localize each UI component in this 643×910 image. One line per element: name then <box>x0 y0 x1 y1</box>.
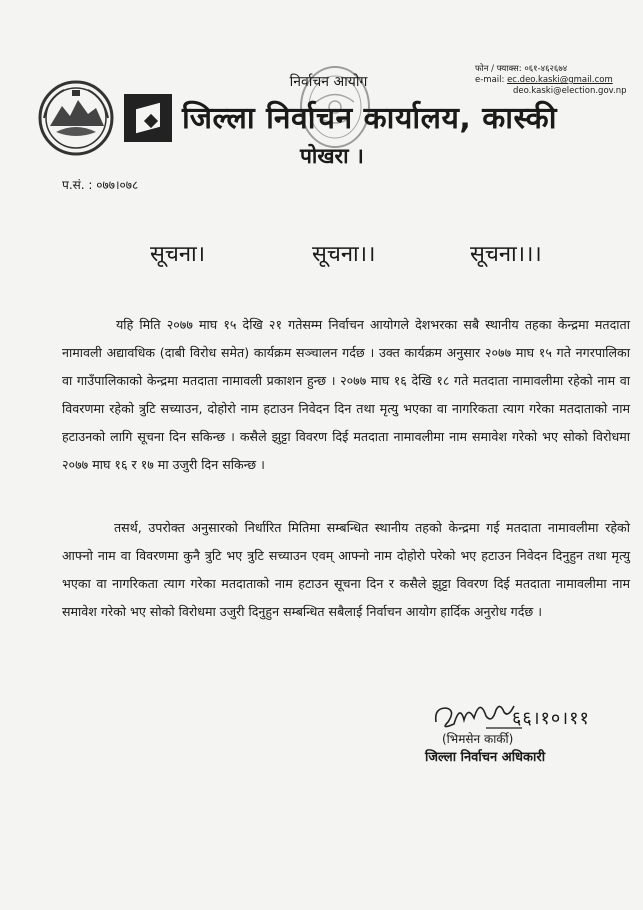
notice-heading-2: सूचना।। <box>312 242 376 267</box>
phone-fax: फोन / फ्याक्स: ०६१-४६२६७४ <box>475 64 568 74</box>
commission-name: निर्वाचन आयोग <box>289 74 368 90</box>
email-link-gmail[interactable]: ec.deo.kaski@gmail.com <box>507 75 613 85</box>
email-link-gov[interactable]: deo.kaski@election.gov.np <box>513 86 627 96</box>
notice-heading-3: सूचना।।। <box>470 242 542 267</box>
signature-date: ६६।१०।११ <box>512 708 590 729</box>
reference-number: प.सं. : ०७७।०७८ <box>62 178 139 192</box>
body-paragraph-2: तसर्थ, उपरोक्त अनुसारको निर्धारित मितिमा सम्बन्धित स्थानीय तहको केन्द्रमा गई मतदाता नामावलीमा रहेको आफ्नो नाम वा विवरणमा कुनै त्रुटि भए त्रुटि सच्याउन एवम् आफ्नो नाम दोहोरो परेको भए हटाउन निवेदन दिनुहुन तथा मृत्यु भएका वा नागरिकता त्याग गरेका मतदाताको नाम हटाउन सूचना दिन र कसैले झुट्टा विवरण दिई मतदाता नामावलीमा नाम समावेश गरेको भए सोको विरोधमा उजुरी दिनुहुन सम्बन्धित सबैलाई निर्वाचन आयोग हार्दिक अनुरोध गर्दछ । <box>62 520 630 619</box>
body-paragraph-1: यहि मिति २०७७ माघ १५ देखि २१ गतेसम्म निर्वाचन आयोगले देशभरका सबै स्थानीय तहका केन्द्रमा मतदाता नामावली अद्यावधिक (दाबी विरोध समेत) कार्यक्रम सञ्चालन गर्दछ । उक्त कार्यक्रम अनुसार २०७७ माघ १५ गते नगरपालिका वा गाउँपालिकाको केन्द्रमा मतदाता नामावली प्रकाशन हुन्छ । २०७७ माघ १६ देखि १८ गते मतदाता नामावलीमा रहेको नाम वा विवरणमा रहेको त्रुटि सच्याउन, दोहोरो नाम हटाउन निवेदन दिन तथा मृत्यु भएका वा नागरिकता त्याग गरेका मतदाताको नाम हटाउनको लागि सूचना दिन सकिन्छ । कसैले झुट्टा विवरण दिई मतदाता नामावलीमा नाम समावेश गरेको भए सोको विरोधमा २०७७ माघ १६ र १७ मा उजुरी दिन सकिन्छ । <box>62 317 630 472</box>
office-name: जिल्ला निर्वाचन कार्यालय, कास्की <box>182 101 557 136</box>
signer-title: जिल्ला निर्वाचन अधिकारी <box>425 750 546 765</box>
contact-info <box>475 64 625 97</box>
election-commission-logo-icon <box>124 94 172 142</box>
office-city: पोखरा । <box>300 144 364 168</box>
signer-name: (भिमसेन कार्की) <box>442 732 514 746</box>
notice-heading-1: सूचना। <box>150 242 206 267</box>
email-label: e-mail: <box>475 75 505 85</box>
